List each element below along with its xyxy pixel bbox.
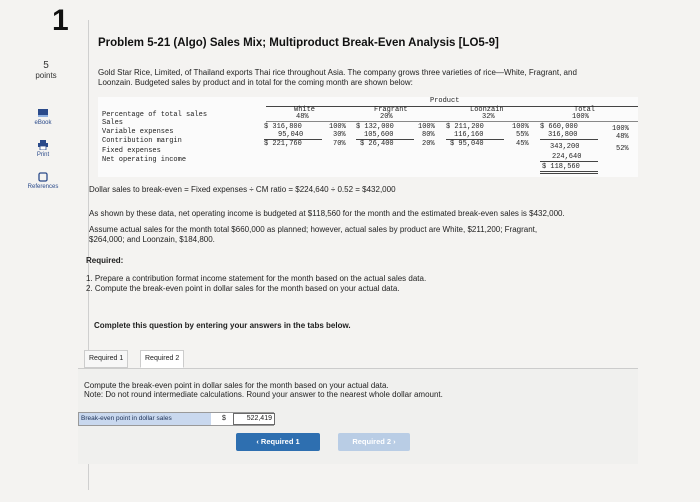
white-cm: $ 221,760 <box>264 140 302 148</box>
problem-title: Problem 5-21 (Algo) Sales Mix; Multiproduct Break-Even Analysis [LO5-9] <box>98 37 499 49</box>
fragrant-sales-pct: 100% <box>418 123 435 131</box>
total-cm: 343,200 <box>550 143 580 151</box>
product-header: Product <box>430 97 460 105</box>
total-noi: $ 118,560 <box>542 163 580 171</box>
instructions-note: Complete this question by entering your answers in the tabs below. <box>94 321 351 330</box>
points-indicator <box>26 60 66 80</box>
required-heading: Required: <box>86 256 124 265</box>
next-required-button[interactable] <box>338 433 410 451</box>
white-cm-pct: 70% <box>333 140 346 148</box>
loonzain-sales-pct: 100% <box>512 123 529 131</box>
print-icon <box>37 140 49 150</box>
breakeven-answer-input[interactable]: 522,419 <box>233 413 275 425</box>
loonzain-cm-pct: 45% <box>516 140 529 148</box>
question-number: 1 <box>52 4 69 37</box>
tab-required-1[interactable]: Required 1 <box>84 350 128 368</box>
fragrant-cm: $ 26,400 <box>360 140 394 148</box>
fragrant-pct: 20% <box>380 113 393 121</box>
row-label-sales: Sales <box>102 119 124 127</box>
assumption-line-1: Assume actual sales for the month total $660,000 as planned; however, actual sales by product are White, $211,200; Fragrant, <box>89 225 538 234</box>
total-fixed-rule <box>540 161 598 162</box>
total-sales: $ 660,000 <box>540 123 578 131</box>
total-cm-pct: 52% <box>616 145 629 153</box>
sidebar-item-references[interactable] <box>18 172 68 190</box>
loonzain-sales: $ 211,200 <box>446 123 484 131</box>
row-label-cm: Contribution margin <box>102 137 182 145</box>
currency-symbol: $ <box>222 415 226 422</box>
total-rule <box>540 139 598 140</box>
next-required-label: Required 2 <box>352 437 392 446</box>
loonzain-var: 116,160 <box>454 131 484 139</box>
loonzain-cm: $ 95,040 <box>450 140 484 148</box>
total-noi-rule <box>540 171 598 172</box>
requirement-2: 2. Compute the break-even point in dollar sales for the month based on your actual data. <box>86 284 400 293</box>
row-label-noi: Net operating income <box>102 156 187 164</box>
budget-table <box>98 97 638 177</box>
fragrant-var: 105,600 <box>364 131 394 139</box>
col-total-header: Total <box>574 106 596 114</box>
assumption-line-2: $264,000; and Loonzain, $184,800. <box>89 235 215 244</box>
answer-row <box>78 412 274 426</box>
sidebar <box>0 0 80 502</box>
panel-note: Note: Do not round intermediate calculations. Round your answer to the nearest whole dollar amount. <box>84 390 443 399</box>
col-fragrant-header: Fragrant <box>374 106 408 114</box>
loonzain-pct: 32% <box>482 113 495 121</box>
total-sales-pct: 100% <box>612 125 629 133</box>
chevron-left-icon: ‹ <box>256 437 259 446</box>
total-fixed: 224,640 <box>552 153 582 161</box>
sidebar-item-print[interactable] <box>18 140 68 158</box>
answer-label: Break-even point in dollar sales <box>79 413 211 425</box>
intro-text-line-1: Gold Star Rice, Limited, of Thailand exports Thai rice throughout Asia. The company grows three varieties of rice—White, Fragrant, and <box>98 68 577 77</box>
sidebar-item-ebook[interactable] <box>18 108 68 126</box>
white-sales: $ 316,800 <box>264 123 302 131</box>
sidebar-item-label: Print <box>36 152 50 158</box>
references-icon <box>37 172 49 182</box>
panel-instruction: Compute the break-even point in dollar sales for the month based on your actual data. <box>84 381 389 390</box>
total-var-pct: 48% <box>616 133 629 141</box>
total-var: 316,800 <box>548 131 578 139</box>
total-pct: 100% <box>572 113 589 121</box>
white-var-pct: 30% <box>333 131 346 139</box>
prev-required-button[interactable] <box>236 433 320 451</box>
tab-required-2[interactable]: Required 2 <box>140 350 184 368</box>
subheader-rule <box>266 121 638 122</box>
fragrant-var-pct: 80% <box>422 131 435 139</box>
prev-required-label: Required 1 <box>260 437 300 446</box>
requirement-1: 1. Prepare a contribution format income statement for the month based on the actual sales data. <box>86 274 427 283</box>
sidebar-item-label: eBook <box>34 120 52 126</box>
fragrant-sales: $ 132,000 <box>356 123 394 131</box>
row-label-variable: Variable expenses <box>102 128 174 136</box>
sidebar-item-label: References <box>27 184 59 190</box>
row-label-pct: Percentage of total sales <box>102 111 208 119</box>
budget-summary: As shown by these data, net operating income is budgeted at $118,560 for the month and the estimated break-even sales is $432,000. <box>89 209 565 218</box>
points-value: 5 <box>43 60 49 71</box>
breakeven-formula: Dollar sales to break-even = Fixed expenses ÷ CM ratio = $224,640 ÷ 0.52 = $432,000 <box>89 185 396 194</box>
white-sales-pct: 100% <box>329 123 346 131</box>
book-icon <box>37 108 49 118</box>
col-loonzain-header: Loonzain <box>470 106 504 114</box>
points-label: points <box>35 71 57 80</box>
chevron-right-icon: › <box>393 437 396 446</box>
white-var: 95,040 <box>278 131 304 139</box>
total-noi-double-rule <box>540 173 598 174</box>
row-label-fixed: Fixed expenses <box>102 147 161 155</box>
col-white-header: White <box>294 106 316 114</box>
white-pct: 48% <box>296 113 309 121</box>
fragrant-cm-pct: 20% <box>422 140 435 148</box>
loonzain-var-pct: 55% <box>516 131 529 139</box>
intro-text-line-2: Loonzain. Budgeted sales by product and in total for the coming month are shown below: <box>98 78 413 87</box>
